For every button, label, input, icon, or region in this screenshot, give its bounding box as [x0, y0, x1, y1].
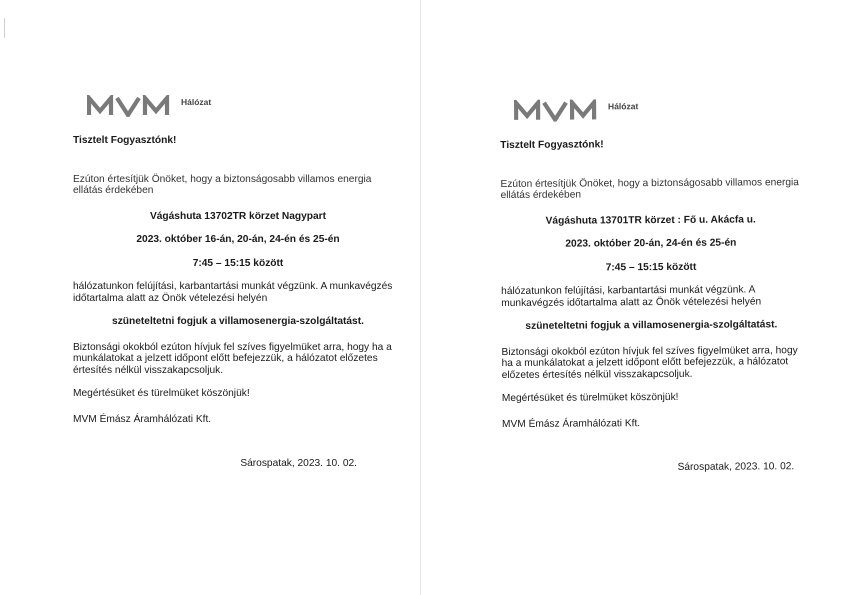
scan-edge-mark — [4, 18, 5, 38]
outage-hours: 7:45 – 15:15 között — [605, 261, 697, 273]
intro-text: Ezúton értesítjük Önöket, hogy a biztonságosabb villamos energia ellátás érdekében — [73, 173, 372, 196]
place-and-date: Sárospatak, 2023. 10. 02. — [677, 461, 795, 473]
greeting: Tisztelt Fogyasztónk! — [500, 139, 604, 151]
mvm-logo-mark — [87, 95, 171, 117]
work-description: hálózatunkon felújítási, karbantartási munkát végzünk. A munkavégzés időtartalma alatt az Önök vételezési helyén — [73, 281, 393, 304]
company-name: MVM Émász Áramhálózati Kft. — [501, 417, 641, 430]
outage-dates: 2023. október 16-án, 20-án, 24-én és 25-én — [136, 234, 340, 245]
interruption-statement: szüneteltetni fogjuk a villamosenergia-szolgáltatást. — [112, 316, 364, 327]
greeting: Tisztelt Fogyasztónk! — [73, 135, 177, 146]
page-fold-line — [420, 0, 421, 595]
safety-note: Biztonsági okokból ezúton hívjuk fel szíves figyelmüket arra, hogy ha a munkálatokat a jelzett időpont előtt befejezzük, a hálózatot előzetes értesítés nélkül visszakapcsoljuk. — [73, 341, 392, 376]
outage-hours: 7:45 – 15:15 között — [192, 257, 284, 269]
outage-notice-right — [500, 98, 802, 474]
logo-subtitle: Hálózat — [608, 101, 639, 112]
thanks-line: Megértésüket és türelmüket köszönjük! — [73, 388, 250, 399]
mvm-logo-mark — [514, 99, 598, 122]
place-and-date: Sárospatak, 2023. 10. 02. — [240, 458, 357, 469]
outage-location: Vágáshuta 13702TR körzet Nagypart — [149, 210, 327, 222]
thanks-line: Megértésüket és türelmüket köszönjük! — [501, 391, 679, 404]
safety-note: Biztonsági okokból ezúton hívjuk fel szíves figyelmüket arra, hogy ha a munkálatokat a jelzett időpont előtt befejezzük, a hálózatot előzetes értesítés nélkül visszakapcsoljuk. — [501, 344, 798, 381]
outage-location: Vágáshuta 13701TR körzet : Fő u. Akácfa u. — [545, 213, 756, 227]
company-name: MVM Émász Áramhálózati Kft. — [73, 413, 212, 425]
intro-text: Ezúton értesítjük Önöket, hogy a biztonságosabb villamos energia ellátás érdekében — [500, 176, 799, 201]
work-description: hálózatunkon felújítási, karbantartási munkát végzünk. A munkavégzés időtartalma alatt az Önök vételezési helyén — [501, 284, 762, 309]
interruption-statement: szüneteltetni fogjuk a villamosenergia-szolgáltatást. — [525, 319, 778, 332]
mvm-logo — [73, 95, 403, 121]
outage-dates: 2023. október 20-án, 24-én és 25-én — [565, 237, 737, 250]
mvm-logo — [500, 98, 800, 126]
outage-notice-left — [73, 95, 403, 470]
logo-subtitle: Hálózat — [181, 97, 212, 107]
